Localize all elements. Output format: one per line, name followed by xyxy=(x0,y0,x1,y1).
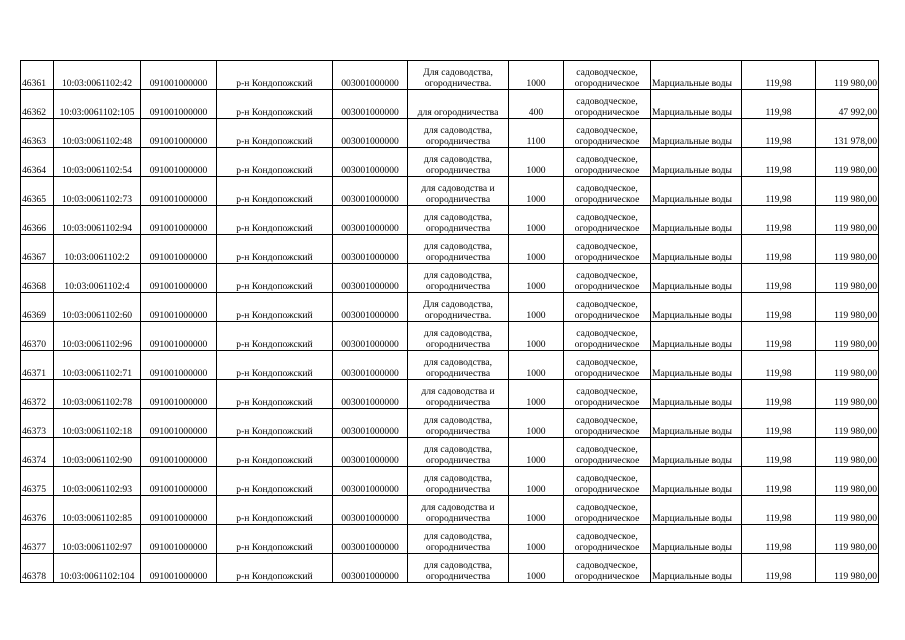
oktmo-code-cell: 091001000000 xyxy=(141,496,217,525)
land-category-cell xyxy=(564,554,651,583)
locality-cell: Марциальные воды xyxy=(651,351,742,380)
table-row xyxy=(21,90,879,119)
area-cell: 1000 xyxy=(509,264,564,293)
specific-value-cell: 119,98 xyxy=(742,177,816,206)
permitted-use-cell-line-1: для садоводства, xyxy=(423,212,493,223)
oktmo-code-cell: 091001000000 xyxy=(141,148,217,177)
permitted-use-cell-line-1: для садоводства, xyxy=(423,270,493,281)
land-category-cell-line-2: огородническое xyxy=(574,368,640,379)
land-category-cell xyxy=(564,380,651,409)
land-category-cell-line-2: огородническое xyxy=(574,455,640,466)
row-number-cell: 46371 xyxy=(21,351,54,380)
specific-value-cell: 119,98 xyxy=(742,496,816,525)
oktmo-code-cell: 091001000000 xyxy=(141,177,217,206)
territory-code-cell: 003001000000 xyxy=(333,409,408,438)
locality-cell: Марциальные воды xyxy=(651,467,742,496)
permitted-use-cell-line-1: для садоводства, xyxy=(423,531,493,542)
table-row xyxy=(21,351,879,380)
specific-value-cell: 119,98 xyxy=(742,351,816,380)
permitted-use-cell-line-2: огородничества xyxy=(425,426,491,437)
land-category-cell-line-2: огородническое xyxy=(574,194,640,205)
cadastral-number-cell: 10:03:0061102:2 xyxy=(54,235,141,264)
land-category-cell-line-1: садоводческое, xyxy=(576,502,638,513)
area-cell: 1000 xyxy=(509,61,564,90)
oktmo-code-cell: 091001000000 xyxy=(141,438,217,467)
cadastral-number-cell: 10:03:0061102:94 xyxy=(54,206,141,235)
area-cell: 1100 xyxy=(509,119,564,148)
permitted-use-cell-line-2: огородничества xyxy=(425,571,491,582)
land-category-cell-line-1: садоводческое, xyxy=(576,386,638,397)
land-category-cell-line-2: огородническое xyxy=(574,339,640,350)
row-number-cell: 46364 xyxy=(21,148,54,177)
permitted-use-cell xyxy=(408,409,509,438)
cadastral-value-cell: 119 980,00 xyxy=(816,467,879,496)
land-category-cell-line-2: огородническое xyxy=(574,484,640,495)
permitted-use-cell xyxy=(408,177,509,206)
specific-value-cell: 119,98 xyxy=(742,322,816,351)
land-category-cell-line-1: садоводческое, xyxy=(576,473,638,484)
cadastral-number-cell: 10:03:0061102:97 xyxy=(54,525,141,554)
permitted-use-cell-line-1: для садоводства, xyxy=(423,241,493,252)
permitted-use-cell-line-2: огородничества xyxy=(425,252,491,263)
specific-value-cell: 119,98 xyxy=(742,119,816,148)
specific-value-cell: 119,98 xyxy=(742,438,816,467)
land-category-cell-line-2: огородническое xyxy=(574,78,640,89)
table-row xyxy=(21,322,879,351)
cadastral-number-cell: 10:03:0061102:4 xyxy=(54,264,141,293)
cadastral-value-cell: 119 980,00 xyxy=(816,322,879,351)
area-cell: 1000 xyxy=(509,177,564,206)
permitted-use-cell-line-1: для садоводства, xyxy=(423,560,493,571)
permitted-use-cell-line-2: огородничества xyxy=(425,136,491,147)
land-category-cell-line-1: садоводческое, xyxy=(576,444,638,455)
territory-code-cell: 003001000000 xyxy=(333,554,408,583)
oktmo-code-cell: 091001000000 xyxy=(141,467,217,496)
row-number-cell: 46363 xyxy=(21,119,54,148)
cadastral-value-cell: 119 980,00 xyxy=(816,554,879,583)
row-number-cell: 46365 xyxy=(21,177,54,206)
cadastral-value-cell: 119 980,00 xyxy=(816,525,879,554)
specific-value-cell: 119,98 xyxy=(742,525,816,554)
land-category-cell xyxy=(564,206,651,235)
area-cell: 1000 xyxy=(509,525,564,554)
permitted-use-cell xyxy=(408,206,509,235)
permitted-use-cell xyxy=(408,119,509,148)
district-cell: р-н Кондопожский xyxy=(217,351,333,380)
table-row xyxy=(21,148,879,177)
locality-cell: Марциальные воды xyxy=(651,119,742,148)
specific-value-cell: 119,98 xyxy=(742,148,816,177)
permitted-use-cell xyxy=(408,90,509,119)
cadastral-value-cell: 119 980,00 xyxy=(816,409,879,438)
district-cell: р-н Кондопожский xyxy=(217,322,333,351)
specific-value-cell: 119,98 xyxy=(742,61,816,90)
territory-code-cell: 003001000000 xyxy=(333,322,408,351)
specific-value-cell: 119,98 xyxy=(742,206,816,235)
locality-cell: Марциальные воды xyxy=(651,235,742,264)
permitted-use-cell-line-1: для садоводства и xyxy=(421,386,495,397)
cadastral-number-cell: 10:03:0061102:60 xyxy=(54,293,141,322)
permitted-use-cell xyxy=(408,293,509,322)
permitted-use-cell-line-1: для садоводства, xyxy=(423,328,493,339)
area-cell: 1000 xyxy=(509,351,564,380)
permitted-use-cell xyxy=(408,467,509,496)
table-row xyxy=(21,409,879,438)
land-category-cell xyxy=(564,293,651,322)
district-cell: р-н Кондопожский xyxy=(217,467,333,496)
specific-value-cell: 119,98 xyxy=(742,554,816,583)
permitted-use-cell-line-2: огородничества xyxy=(425,455,491,466)
land-category-cell xyxy=(564,322,651,351)
locality-cell: Марциальные воды xyxy=(651,61,742,90)
area-cell: 1000 xyxy=(509,293,564,322)
permitted-use-cell-line-2: для огородничества xyxy=(417,107,499,118)
oktmo-code-cell: 091001000000 xyxy=(141,119,217,148)
land-category-cell-line-2: огородническое xyxy=(574,165,640,176)
district-cell: р-н Кондопожский xyxy=(217,177,333,206)
permitted-use-cell-line-2: огородничества xyxy=(425,513,491,524)
row-number-cell: 46366 xyxy=(21,206,54,235)
table-row xyxy=(21,264,879,293)
area-cell: 1000 xyxy=(509,148,564,177)
permitted-use-cell-line-1: для садоводства и xyxy=(421,183,495,194)
row-number-cell: 46372 xyxy=(21,380,54,409)
oktmo-code-cell: 091001000000 xyxy=(141,351,217,380)
territory-code-cell: 003001000000 xyxy=(333,525,408,554)
land-category-cell-line-1: садоводческое, xyxy=(576,241,638,252)
permitted-use-cell-line-1: для садоводства, xyxy=(423,357,493,368)
cadastral-value-cell: 119 980,00 xyxy=(816,235,879,264)
territory-code-cell: 003001000000 xyxy=(333,61,408,90)
cadastral-number-cell: 10:03:0061102:104 xyxy=(54,554,141,583)
row-number-cell: 46368 xyxy=(21,264,54,293)
land-category-cell xyxy=(564,351,651,380)
district-cell: р-н Кондопожский xyxy=(217,61,333,90)
permitted-use-cell xyxy=(408,264,509,293)
land-category-cell xyxy=(564,438,651,467)
permitted-use-cell-line-1: Для садоводства, xyxy=(423,67,493,78)
permitted-use-cell-line-2: огородничества xyxy=(425,484,491,495)
land-category-cell xyxy=(564,119,651,148)
table-row xyxy=(21,496,879,525)
cadastral-value-cell: 131 978,00 xyxy=(816,119,879,148)
land-category-cell-line-2: огородническое xyxy=(574,136,640,147)
district-cell: р-н Кондопожский xyxy=(217,264,333,293)
oktmo-code-cell: 091001000000 xyxy=(141,206,217,235)
oktmo-code-cell: 091001000000 xyxy=(141,525,217,554)
oktmo-code-cell: 091001000000 xyxy=(141,322,217,351)
row-number-cell: 46376 xyxy=(21,496,54,525)
row-number-cell: 46361 xyxy=(21,61,54,90)
area-cell: 1000 xyxy=(509,380,564,409)
land-category-cell xyxy=(564,177,651,206)
row-number-cell: 46367 xyxy=(21,235,54,264)
cadastral-number-cell: 10:03:0061102:54 xyxy=(54,148,141,177)
land-category-cell-line-1: садоводческое, xyxy=(576,154,638,165)
area-cell: 1000 xyxy=(509,496,564,525)
land-category-cell-line-1: садоводческое, xyxy=(576,212,638,223)
territory-code-cell: 003001000000 xyxy=(333,90,408,119)
territory-code-cell: 003001000000 xyxy=(333,438,408,467)
cadastral-value-cell: 119 980,00 xyxy=(816,351,879,380)
territory-code-cell: 003001000000 xyxy=(333,351,408,380)
district-cell: р-н Кондопожский xyxy=(217,90,333,119)
row-number-cell: 46373 xyxy=(21,409,54,438)
district-cell: р-н Кондопожский xyxy=(217,206,333,235)
row-number-cell: 46362 xyxy=(21,90,54,119)
specific-value-cell: 119,98 xyxy=(742,409,816,438)
district-cell: р-н Кондопожский xyxy=(217,438,333,467)
table-row xyxy=(21,467,879,496)
district-cell: р-н Кондопожский xyxy=(217,496,333,525)
area-cell: 1000 xyxy=(509,554,564,583)
permitted-use-cell-line-1: для садоводства, xyxy=(423,125,493,136)
permitted-use-cell-line-2: огородничества xyxy=(425,542,491,553)
area-cell: 1000 xyxy=(509,206,564,235)
table-row xyxy=(21,380,879,409)
land-plot-register-table xyxy=(20,60,879,583)
permitted-use-cell-line-2: огородничества xyxy=(425,397,491,408)
land-category-cell-line-2: огородническое xyxy=(574,397,640,408)
land-category-cell xyxy=(564,90,651,119)
specific-value-cell: 119,98 xyxy=(742,90,816,119)
cadastral-number-cell: 10:03:0061102:78 xyxy=(54,380,141,409)
specific-value-cell: 119,98 xyxy=(742,293,816,322)
table-row xyxy=(21,525,879,554)
locality-cell: Марциальные воды xyxy=(651,264,742,293)
land-category-cell-line-2: огородническое xyxy=(574,107,640,118)
permitted-use-cell-line-2: огородничества xyxy=(425,281,491,292)
permitted-use-cell-line-2: огородничества. xyxy=(424,310,492,321)
land-category-cell-line-2: огородническое xyxy=(574,571,640,582)
cadastral-number-cell: 10:03:0061102:48 xyxy=(54,119,141,148)
oktmo-code-cell: 091001000000 xyxy=(141,264,217,293)
cadastral-value-cell: 119 980,00 xyxy=(816,177,879,206)
area-cell: 400 xyxy=(509,90,564,119)
permitted-use-cell xyxy=(408,61,509,90)
territory-code-cell: 003001000000 xyxy=(333,206,408,235)
permitted-use-cell xyxy=(408,380,509,409)
land-category-cell-line-1: садоводческое, xyxy=(576,183,638,194)
specific-value-cell: 119,98 xyxy=(742,380,816,409)
table-row xyxy=(21,235,879,264)
territory-code-cell: 003001000000 xyxy=(333,177,408,206)
land-category-cell-line-1: садоводческое, xyxy=(576,299,638,310)
permitted-use-cell xyxy=(408,554,509,583)
land-category-cell-line-1: садоводческое, xyxy=(576,531,638,542)
land-category-cell xyxy=(564,467,651,496)
oktmo-code-cell: 091001000000 xyxy=(141,61,217,90)
cadastral-value-cell: 119 980,00 xyxy=(816,293,879,322)
permitted-use-cell-line-2: огородничества. xyxy=(424,78,492,89)
locality-cell: Марциальные воды xyxy=(651,90,742,119)
land-category-cell-line-1: садоводческое, xyxy=(576,125,638,136)
oktmo-code-cell: 091001000000 xyxy=(141,380,217,409)
area-cell: 1000 xyxy=(509,235,564,264)
land-category-cell xyxy=(564,61,651,90)
land-category-cell-line-1: садоводческое, xyxy=(576,560,638,571)
permitted-use-cell-line-1: для садоводства, xyxy=(423,154,493,165)
locality-cell: Марциальные воды xyxy=(651,409,742,438)
area-cell: 1000 xyxy=(509,409,564,438)
permitted-use-cell-line-1: Для садоводства, xyxy=(423,299,493,310)
area-cell: 1000 xyxy=(509,322,564,351)
cadastral-number-cell: 10:03:0061102:42 xyxy=(54,61,141,90)
territory-code-cell: 003001000000 xyxy=(333,467,408,496)
register-sheet xyxy=(20,60,879,583)
permitted-use-cell-line-1: для садоводства, xyxy=(423,444,493,455)
district-cell: р-н Кондопожский xyxy=(217,235,333,264)
permitted-use-cell xyxy=(408,235,509,264)
cadastral-number-cell: 10:03:0061102:90 xyxy=(54,438,141,467)
land-category-cell xyxy=(564,148,651,177)
permitted-use-cell xyxy=(408,525,509,554)
land-category-cell-line-2: огородническое xyxy=(574,542,640,553)
permitted-use-cell xyxy=(408,438,509,467)
territory-code-cell: 003001000000 xyxy=(333,496,408,525)
territory-code-cell: 003001000000 xyxy=(333,380,408,409)
permitted-use-cell-line-2: огородничества xyxy=(425,194,491,205)
land-category-cell-line-2: огородническое xyxy=(574,310,640,321)
row-number-cell: 46375 xyxy=(21,467,54,496)
specific-value-cell: 119,98 xyxy=(742,264,816,293)
land-category-cell xyxy=(564,525,651,554)
permitted-use-cell xyxy=(408,496,509,525)
land-category-cell xyxy=(564,235,651,264)
table-row xyxy=(21,61,879,90)
district-cell: р-н Кондопожский xyxy=(217,380,333,409)
row-number-cell: 46370 xyxy=(21,322,54,351)
land-category-cell-line-1: садоводческое, xyxy=(576,328,638,339)
locality-cell: Марциальные воды xyxy=(651,177,742,206)
locality-cell: Марциальные воды xyxy=(651,438,742,467)
permitted-use-cell-line-1: для садоводства, xyxy=(423,473,493,484)
permitted-use-cell xyxy=(408,148,509,177)
cadastral-value-cell: 47 992,00 xyxy=(816,90,879,119)
cadastral-number-cell: 10:03:0061102:96 xyxy=(54,322,141,351)
territory-code-cell: 003001000000 xyxy=(333,293,408,322)
oktmo-code-cell: 091001000000 xyxy=(141,90,217,119)
cadastral-value-cell: 119 980,00 xyxy=(816,148,879,177)
permitted-use-cell-line-1: для садоводства и xyxy=(421,502,495,513)
table-row xyxy=(21,177,879,206)
land-category-cell xyxy=(564,496,651,525)
territory-code-cell: 003001000000 xyxy=(333,264,408,293)
land-category-cell-line-2: огородническое xyxy=(574,281,640,292)
land-category-cell xyxy=(564,264,651,293)
oktmo-code-cell: 091001000000 xyxy=(141,293,217,322)
table-row xyxy=(21,293,879,322)
land-category-cell-line-2: огородническое xyxy=(574,252,640,263)
land-category-cell-line-1: садоводческое, xyxy=(576,415,638,426)
land-category-cell-line-1: садоводческое, xyxy=(576,67,638,78)
cadastral-value-cell: 119 980,00 xyxy=(816,206,879,235)
table-row xyxy=(21,119,879,148)
locality-cell: Марциальные воды xyxy=(651,293,742,322)
district-cell: р-н Кондопожский xyxy=(217,148,333,177)
district-cell: р-н Кондопожский xyxy=(217,409,333,438)
locality-cell: Марциальные воды xyxy=(651,496,742,525)
permitted-use-cell-line-2: огородничества xyxy=(425,339,491,350)
cadastral-value-cell: 119 980,00 xyxy=(816,496,879,525)
cadastral-value-cell: 119 980,00 xyxy=(816,61,879,90)
land-category-cell xyxy=(564,409,651,438)
cadastral-number-cell: 10:03:0061102:18 xyxy=(54,409,141,438)
cadastral-value-cell: 119 980,00 xyxy=(816,380,879,409)
land-category-cell-line-1: садоводческое, xyxy=(576,357,638,368)
register-body xyxy=(21,61,879,583)
permitted-use-cell-line-2: огородничества xyxy=(425,368,491,379)
row-number-cell: 46378 xyxy=(21,554,54,583)
locality-cell: Марциальные воды xyxy=(651,554,742,583)
area-cell: 1000 xyxy=(509,467,564,496)
table-row xyxy=(21,438,879,467)
land-category-cell-line-2: огородническое xyxy=(574,426,640,437)
district-cell: р-н Кондопожский xyxy=(217,293,333,322)
district-cell: р-н Кондопожский xyxy=(217,119,333,148)
permitted-use-cell-line-1: для садоводства, xyxy=(423,415,493,426)
land-category-cell-line-1: садоводческое, xyxy=(576,96,638,107)
permitted-use-cell xyxy=(408,322,509,351)
oktmo-code-cell: 091001000000 xyxy=(141,235,217,264)
permitted-use-cell-line-2: огородничества xyxy=(425,223,491,234)
cadastral-value-cell: 119 980,00 xyxy=(816,438,879,467)
table-row xyxy=(21,206,879,235)
row-number-cell: 46377 xyxy=(21,525,54,554)
district-cell: р-н Кондопожский xyxy=(217,525,333,554)
oktmo-code-cell: 091001000000 xyxy=(141,409,217,438)
permitted-use-cell-line-2: огородничества xyxy=(425,165,491,176)
land-category-cell-line-2: огородническое xyxy=(574,513,640,524)
cadastral-number-cell: 10:03:0061102:71 xyxy=(54,351,141,380)
territory-code-cell: 003001000000 xyxy=(333,148,408,177)
district-cell: р-н Кондопожский xyxy=(217,554,333,583)
row-number-cell: 46369 xyxy=(21,293,54,322)
land-category-cell-line-1: садоводческое, xyxy=(576,270,638,281)
cadastral-value-cell: 119 980,00 xyxy=(816,264,879,293)
locality-cell: Марциальные воды xyxy=(651,525,742,554)
cadastral-number-cell: 10:03:0061102:105 xyxy=(54,90,141,119)
territory-code-cell: 003001000000 xyxy=(333,119,408,148)
row-number-cell: 46374 xyxy=(21,438,54,467)
specific-value-cell: 119,98 xyxy=(742,235,816,264)
specific-value-cell: 119,98 xyxy=(742,467,816,496)
permitted-use-cell xyxy=(408,351,509,380)
area-cell: 1000 xyxy=(509,438,564,467)
oktmo-code-cell: 091001000000 xyxy=(141,554,217,583)
locality-cell: Марциальные воды xyxy=(651,380,742,409)
table-row xyxy=(21,554,879,583)
locality-cell: Марциальные воды xyxy=(651,206,742,235)
locality-cell: Марциальные воды xyxy=(651,148,742,177)
land-category-cell-line-2: огородническое xyxy=(574,223,640,234)
cadastral-number-cell: 10:03:0061102:85 xyxy=(54,496,141,525)
locality-cell: Марциальные воды xyxy=(651,322,742,351)
cadastral-number-cell: 10:03:0061102:93 xyxy=(54,467,141,496)
territory-code-cell: 003001000000 xyxy=(333,235,408,264)
cadastral-number-cell: 10:03:0061102:73 xyxy=(54,177,141,206)
